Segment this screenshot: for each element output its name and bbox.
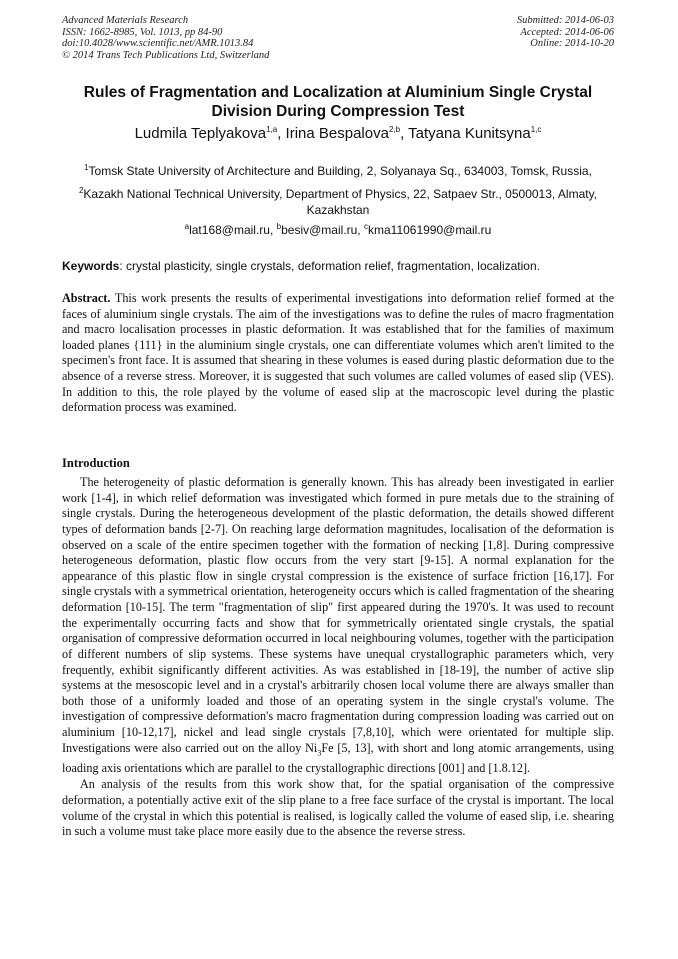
abstract-text: This work presents the results of experimental investigations into deformation relief formed at the faces of aluminium single crystals. The aim of the investigations was to define the rules of macro fragmentation and macro localisation processes in plastic deformation. It was established that for the families of maximum loaded planes {111} in the aluminium single crystals, one can differentiate volumes which aren't limited to the specimen's front face. It is assumed that shearing in these volumes is eased during plastic deformation due to the absence of a reverse stress. Moreover, it is suggested that such volumes are called volumes of eased slip (VES). In addition to this, the role played by the volume of eased slip at the macroscopic level during the plastic deformation process was examined. (62, 291, 614, 415)
author: Irina Bespalova$^{2,b}$, (285, 125, 409, 142)
abstract (62, 291, 614, 416)
online-date: Online: 2014-10-20 (530, 38, 614, 49)
abstract-label: Abstract. (62, 291, 111, 305)
journal-info (62, 15, 269, 61)
submitted-date: Submitted: 2014-06-03 (516, 15, 614, 26)
issn: ISSN: 1662-8985, Vol. 1013, pp 84-90 (62, 26, 223, 38)
copyright: © 2014 Trans Tech Publications Ltd, Switzerland (62, 49, 270, 61)
paragraph: An analysis of the results from this work show that, for the spatial organisation of the compressive deformation, a potentially active exit of the slip plane to a free face surface of the crystal is important. The local volume of the crystal in which this potential is realised, is logically called the volume of eased slip, i.e. shearing in such a volume must take place more easily due to the absence the reverse stress. (62, 777, 614, 839)
paragraph: The heterogeneity of plastic deformation is generally known. This has already been investigated in earlier work [1-4], in which relief deformation was investigated which formed in pure metals due to the straining of single crystals. During the heterogeneous development of the plastic deformation, the details showed different types of deformation bands [2-7]. On reaching large deformation magnitudes, localisation of the deformation is observed on a scale of the entire specimen together with the formation of necking [1,8]. During compressive heterogeneous deformation, plastic flow occurs from the very start [9-15]. A normal explanation for the appearance of this plastic flow in single crystal compression is the existence of surface friction [16,17]. For single crystals with a symmetrical orientation, heterogeneity occurs which is called fragmentation of the shearing deformation [10-15]. The term "fragmentation of slip" first appeared during the 1970's. It was used to recount the experimentally occurring facts and show that for symmetrically orientated single crystals, the spatial organisation of compressive deformation occurred in local neighbouring volumes, together with the participation of different numbers of slip systems. These systems have unequal crystallographic parameters which, very frequently, exhibit significantly different activities. As was established in [18-19], the number of active slip systems at the mesoscopic level and in a crystal's arbitrarily chosen local volume there are always smaller than both those of a uniformly loaded and those of an operating system in the single crystal's volume. The investigation of compressive deformation's macro fragmentation during compression loading was carried out on aluminium [10-12,17], nickel and lead single crystals [7,8,10], which were orientated for multiple slip. Investigations were also carried out on the alloy $Ni_3Fe$ [5, 13], with short and long atomic arrangements, using loading axis orientations which are parallel to the crystallographic directions [001] and [1.8.12]. (62, 475, 614, 775)
author-list (62, 124, 614, 144)
keywords (62, 258, 614, 274)
affiliation-1: $^1$Tomsk State University of Architecture and Building, 2, Solyanaya Sq., 634003, Tomsk, Russia, (84, 163, 592, 178)
journal-name: Advanced Materials Research (62, 15, 189, 26)
author: Tatyana Kunitsyna$^{1,c}$ (408, 125, 542, 142)
doi: doi:10.4028/www.scientific.net/AMR.1013.84 (62, 38, 254, 49)
section-heading-introduction: Introduction (62, 456, 130, 470)
paper-title: Rules of Fragmentation and Localization at Aluminium Single Crystal Division During Compression Test (83, 84, 593, 120)
keywords-text: : crystal plasticity, single crystals, deformation relief, fragmentation, localization. (119, 259, 540, 273)
keywords-label: Keywords (62, 259, 120, 273)
author-emails: $^a$lat168@mail.ru, $^b$besiv@mail.ru, $^c$kma11061990@mail.ru (184, 222, 492, 237)
introduction-body (62, 475, 614, 840)
affiliation-2: $^2$Kazakh National Technical University, Department of Physics, 22, Satpaev Str., 0500013, Almaty, Kazakhstan (78, 186, 598, 217)
accepted-date: Accepted: 2014-06-06 (520, 26, 614, 38)
author: Ludmila Teplyakova$^{1,a}$, (134, 125, 286, 142)
dates-info (517, 15, 614, 50)
